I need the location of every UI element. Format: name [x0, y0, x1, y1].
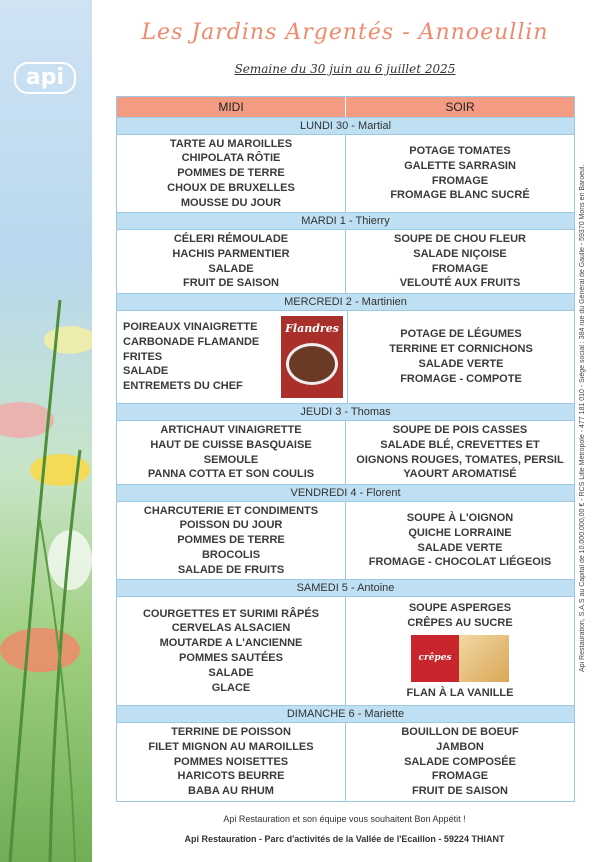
midi-menu-lundi	[117, 135, 346, 212]
soir-header: SOIR	[445, 100, 475, 114]
menu-item: POMMES NOISETTES	[173, 755, 289, 768]
day-header-mardi: MARDI 1 - Thierry	[117, 212, 574, 230]
menu-item: SALADE DE FRUITS	[177, 563, 285, 576]
meals-samedi	[117, 597, 574, 705]
menu-item: QUICHE LORRAINE	[408, 526, 512, 539]
menu-table	[116, 96, 575, 802]
menu-item: FRUIT DE SAISON	[183, 277, 279, 290]
day-header-jeudi: JEUDI 3 - Thomas	[117, 403, 574, 421]
menu-item: CERVELAS ALSACIEN	[171, 622, 291, 635]
menu-item: CHARCUTERIE ET CONDIMENTS	[143, 504, 319, 517]
menu-item: SOUPE DE POIS CASSES	[392, 423, 528, 436]
menu-item: BROCOLIS	[201, 548, 261, 561]
menu-item: SALADE	[208, 262, 254, 275]
menu-item: OIGNONS ROUGES, TOMATES, PERSIL	[356, 453, 564, 466]
midi-menu-samedi	[117, 597, 346, 705]
menu-item: HAUT DE CUISSE BASQUAISE	[150, 438, 312, 451]
soir-menu-samedi	[346, 597, 574, 705]
menu-item: SOUPE ASPERGES	[408, 602, 512, 614]
meals-dimanche	[117, 723, 574, 801]
week-label: Semaine du 30 juin au 6 juillet 2025	[234, 62, 456, 76]
menu-item: FROMAGE - CHOCOLAT LIÉGEOIS	[368, 556, 552, 569]
menu-item: TERRINE ET CORNICHONS	[389, 343, 533, 356]
menu-item: SALADE NIÇOISE	[413, 247, 507, 260]
day-header-lundi: LUNDI 30 - Martial	[117, 117, 574, 135]
meals-vendredi	[117, 502, 574, 579]
menu-item: CRÊPES AU SUCRE	[407, 616, 513, 629]
meals-mardi	[117, 230, 574, 293]
flandres-dish-image	[281, 316, 343, 398]
midi-menu-mercredi	[117, 311, 348, 403]
day-header-mercredi: MERCREDI 2 - Martinien	[117, 293, 574, 311]
menu-item: MOUSSE DU JOUR	[180, 196, 282, 209]
menu-item: BOUILLON DE BOEUF	[401, 726, 519, 739]
menu-item: SALADE	[123, 365, 169, 378]
midi-menu-mardi	[117, 230, 346, 293]
menu-item: YAOURT AROMATISÉ	[403, 468, 517, 481]
soir-menu-dimanche	[346, 723, 574, 801]
menu-item: HARICOTS BEURRE	[177, 770, 285, 783]
menu-item: SALADE VERTE	[417, 541, 503, 554]
flower-illustration	[0, 0, 92, 862]
menu-item: PANNA COTTA ET SON COULIS	[147, 468, 315, 481]
menu-item: TARTE AU MAROILLES	[169, 137, 293, 150]
meals-lundi	[117, 135, 574, 212]
menu-item: FROMAGE BLANC SUCRÉ	[390, 189, 530, 202]
menu-item: SOUPE DE CHOU FLEUR	[393, 232, 526, 245]
legal-notice-text: Api Restauration, S.A.S au Capital de 10.000.000,00 € - RCS Lille Métropole - 477 181 010 - Siège social : 384 rue du Général de Gaulle - 59370 Mons en Baroeul.	[579, 164, 586, 672]
menu-item: POMMES SAUTÉES	[179, 652, 283, 664]
menu-item: COURGETTES ET SURIMI RÂPÉS	[142, 607, 320, 620]
menu-header-row	[117, 97, 574, 117]
menu-item: SALADE VERTE	[418, 358, 504, 370]
midi-menu-jeudi	[117, 421, 346, 484]
menu-item: POMMES DE TERRE	[177, 534, 285, 547]
menu-item: SALADE	[208, 666, 254, 679]
menu-item: SOUPE À L'OIGNON	[406, 511, 514, 524]
decorative-flower-sidebar	[0, 0, 92, 862]
menu-item: TERRINE DE POISSON	[171, 726, 291, 739]
soir-menu-mercredi	[348, 311, 574, 403]
menu-item: CHIPOLATA RÔTIE	[181, 152, 281, 165]
menu-item: FROMAGE - COMPOTE	[400, 372, 522, 385]
menu-item: ENTREMETS DU CHEF	[123, 380, 243, 393]
menu-item: POISSON DU JOUR	[179, 519, 283, 532]
crepes-plate-icon	[459, 635, 509, 683]
carbonade-plate-icon	[286, 343, 338, 385]
day-header-dimanche: DIMANCHE 6 - Mariette	[117, 705, 574, 723]
menu-item: POTAGE DE LÉGUMES	[400, 328, 522, 341]
menu-item: FROMAGE	[431, 262, 489, 275]
menu-item: BABA AU RHUM	[188, 785, 274, 798]
menu-item: GALETTE SARRASIN	[404, 159, 516, 172]
menu-item: FRUIT DE SAISON	[412, 785, 508, 798]
menu-item: VELOUTÉ AUX FRUITS	[399, 277, 521, 290]
crepes-dish-image	[411, 635, 509, 683]
page-title: Les Jardins Argentés - Annoeullin	[141, 20, 549, 45]
flandres-label: Flandres	[285, 322, 339, 335]
menu-item: JAMBON	[436, 740, 484, 753]
soir-menu-vendredi	[346, 502, 574, 579]
day-header-vendredi: VENDREDI 4 - Florent	[117, 484, 574, 502]
soir-menu-lundi	[346, 135, 574, 212]
midi-menu-vendredi	[117, 502, 346, 579]
menu-item: POTAGE TOMATES	[409, 144, 511, 157]
menu-item: POMMES DE TERRE	[177, 167, 285, 180]
menu-item: FROMAGE	[431, 174, 489, 187]
menu-item: ARTICHAUT VINAIGRETTE	[160, 423, 302, 436]
midi-header: MIDI	[117, 97, 346, 117]
menu-item: FRITES	[123, 350, 163, 363]
menu-item: SALADE BLÉ, CREVETTES ET	[380, 438, 540, 451]
menu-item: FILET MIGNON AU MAROILLES	[148, 740, 314, 753]
menu-item: POIREAUX VINAIGRETTE	[123, 321, 258, 333]
menu-item: CARBONADE FLAMANDE	[123, 335, 260, 348]
footer-wish: Api Restauration et son équipe vous souhaitent Bon Appétit !	[223, 814, 466, 824]
menu-item: SEMOULE	[203, 453, 259, 466]
legal-notice-vertical	[579, 108, 597, 728]
menu-item: SALADE COMPOSÉE	[404, 755, 516, 768]
menu-item: GLACE	[211, 681, 251, 694]
meals-mercredi	[117, 311, 574, 403]
menu-item: HACHIS PARMENTIER	[172, 247, 290, 260]
menu-item: FLAN À LA VANILLE	[406, 687, 514, 700]
meals-jeudi	[117, 421, 574, 484]
menu-item: FROMAGE	[431, 770, 489, 783]
crepes-label: crêpes	[411, 635, 459, 683]
soir-menu-mardi	[346, 230, 574, 293]
midi-menu-dimanche	[117, 723, 346, 801]
soir-menu-jeudi	[346, 421, 574, 484]
api-logo: api	[14, 62, 76, 94]
menu-item: MOUTARDE A L'ANCIENNE	[159, 637, 303, 650]
footer-address: Api Restauration - Parc d'activités de la Vallée de l'Ecaillon - 59224 THIANT	[184, 834, 505, 844]
menu-item: CHOUX DE BRUXELLES	[167, 181, 295, 194]
menu-item: CÉLERI RÉMOULADE	[173, 232, 289, 245]
day-header-samedi: SAMEDI 5 - Antoine	[117, 579, 574, 597]
